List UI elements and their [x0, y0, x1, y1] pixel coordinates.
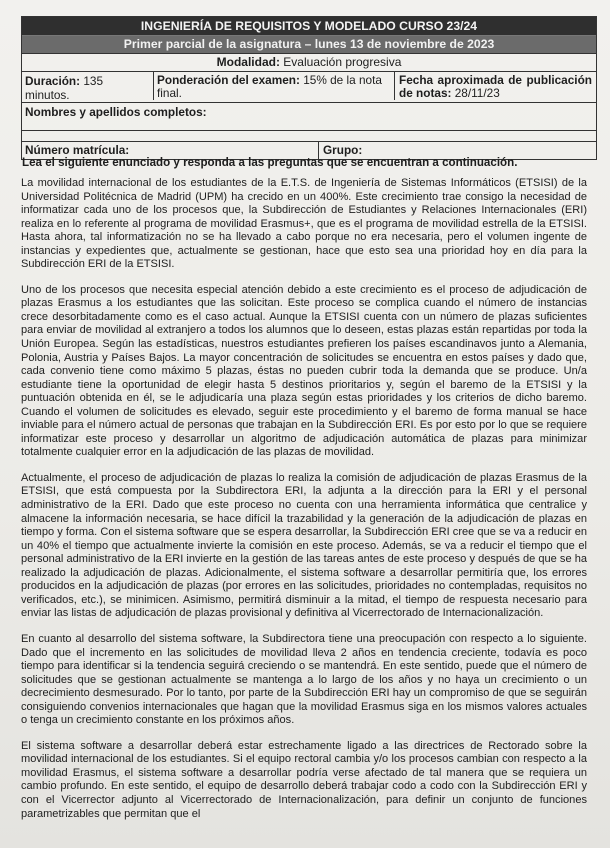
paragraph-3: Actualmente, el proceso de adjudicación de plazas lo realiza la comisión de adjudicación de plazas Erasmus de la ETSISI, que está compuesta por la Subdirectora ERI, la adjunta a la dirección para la ERI y el personal administrativo de la ERI. Dado que este proceso no cuenta con una herramienta informática que centralice y almacene la información necesaria, se hace difícil la trazabilidad y la generación de la adjudicación de plazas en tiempo y forma. Con el sistema software que se espera desarrollar, la Subdirección ERI cree que se va a reducir en un 40% el tiempo que actualmente invierte la comisión en este proceso. Además, se va a reducir el tiempo que el personal administrativo de la ERI invierte en la gestión de las tareas antes de este proceso y después de que se ha realizado la adjudicación de plazas. Adicionalmente, el sistema software a desarrollar permitiría que, los errores producidos en la adjudicación de plazas (por errores en las solicitudes, prioridades no contempladas, requisitos no verificados, etc.), se minimicen. Asimismo, permitirá disminuir a la mitad, el tiempo de respuesta necesario para enviar las listas de adjudicación de plazas provisional y definitiva al Vicerrectorado de Internacionalización.	[21, 471, 587, 620]
exam-subtitle: Primer parcial de la asignatura – lunes 13 de noviembre de 2023	[22, 36, 596, 53]
duration-value: 135 minutos.	[25, 74, 104, 102]
exam-header-table	[21, 16, 597, 160]
names-field[interactable]	[22, 103, 596, 131]
modality-label: Modalidad:	[216, 55, 280, 69]
modality-value: Evaluación progresiva	[283, 55, 402, 69]
weight-value: 15% de la nota final.	[157, 73, 382, 100]
names-field-gap	[22, 131, 596, 142]
duration-cell	[22, 72, 154, 100]
paragraph-1: La movilidad internacional de los estudiantes de la E.T.S. de Ingeniería de Sistemas Informáticos (ETSISI) de la Universidad Politécnica de Madrid (UPM) ha crecido en un 400%. Este crecimiento trae consigo la necesidad de informatizar cada uno de los procesos que, la Subdirección de Estudiantes y Relaciones Internacionales (ERI) realiza en lo referente al programa de movilidad Erasmus+, que es el programa de movilidad estrella de la ETSISI. Hasta ahora, tal informatización no se ha llevado a cabo porque no era necesaria, pero el volumen ingente de instancias y expedientes que, actualmente se gestionan, hace que esto sea una prioridad hoy en día para la Subdirección ERI de la ETSISI.	[21, 177, 587, 271]
duration-label: Duración:	[25, 74, 81, 88]
publication-value: 28/11/23	[454, 86, 500, 100]
paragraph-4: En cuanto al desarrollo del sistema software, la Subdirectora tiene una preocupación con respecto a lo siguiente. Dado que el incremento en las solicitudes de movilidad lleva 2 años en tendencia creciente, todavía es poco tiempo para identificar si la tendencia seguirá creciendo o se mantendrá. En este sentido, puede que el número de solicitudes que se gestionan actualmente se mantenga a lo largo de los años y no haya un crecimiento o un decrecimiento desmesurado. Por lo tanto, por parte de la Subdirección ERI hay un compromiso de que se seguirán consiguiendo convenios internacionales que hagan que la movilidad Erasmus siga en los mismos valores actuales o tenga un crecimiento constante en los próximos años.	[21, 632, 587, 727]
weight-label: Ponderación del examen:	[157, 73, 300, 87]
modality-row	[22, 53, 596, 72]
publication-label: Fecha aproximada de publicación de notas:	[399, 73, 592, 100]
instructions: Lea el siguiente enunciado y responda a las preguntas que se encuentran a continuación.	[22, 156, 518, 169]
names-label: Nombres y apellidos completos:	[25, 105, 207, 119]
publication-cell	[395, 72, 596, 102]
group-label: Grupo:	[323, 143, 363, 157]
weight-cell	[154, 72, 395, 100]
exam-info-row	[22, 72, 596, 103]
paragraph-2: Uno de los procesos que necesita especial atención debido a este crecimiento es el proceso de adjudicación de plazas Erasmus a los estudiantes que las solicitan. Este proceso se complica cuando el número de instancias crece desorbitadamente como es el caso actual. Aunque la ETSISI cuenta con un número de plazas suficientes para enviar de movilidad al extranjero a todos los alumnos que lo deseen, estas plazas están repartidas por toda la Unión Europea. Según las estadísticas, nuestros estudiantes prefieren los países escandinavos junto a Alemania, Polonia, Austria y Países Bajos. La mayor concentración de solicitudes se encuentra en estos países y dado que, cada convenio tiene como máximo 5 plazas, éstas no pueden cubrir toda la demanda que se produce. Un/a estudiante tiene la oportunidad de elegir hasta 5 destinos prioritarios y, según el baremo de la ETSISI y la puntuación obtenida en él, se le adjudicaría una plaza según estas prioridades y los criterios de dicho baremo. Cuando el volumen de solicitudes es elevado, seguir este procedimiento y el baremo de forma manual se hace inviable para el número actual de personas que trabajan en la Subdirección ERI. Es por esto por lo que se requiere informatizar este proceso y desarrollar un algoritmo de adjudicación automática de plazas para minimizar totalmente cualquier error en la adjudicación de las plazas de movilidad.	[21, 283, 587, 459]
matricula-label: Número matrícula:	[25, 143, 130, 157]
course-title: INGENIERÍA DE REQUISITOS Y MODELADO CURSO 23/24	[22, 17, 596, 36]
paragraph-5: El sistema software a desarrollar deberá estar estrechamente ligado a las directrices de Rectorado sobre la movilidad internacional de los estudiantes. Si el equipo rectoral cambia y/o los procesos cambian con respecto a la movilidad Erasmus, el sistema software a desarrollar podría verse afectado de tal manera que se requiera un cambio profundo. En este sentido, el equipo de desarrollo deberá trabajar codo a codo con la Subdirección ERI y con el Vicerrector adjunto al Vicerrectorado de Internacionalización, para definir un conjunto de funciones parametrizables que permitan que el	[21, 739, 587, 820]
statement-body	[21, 177, 587, 833]
